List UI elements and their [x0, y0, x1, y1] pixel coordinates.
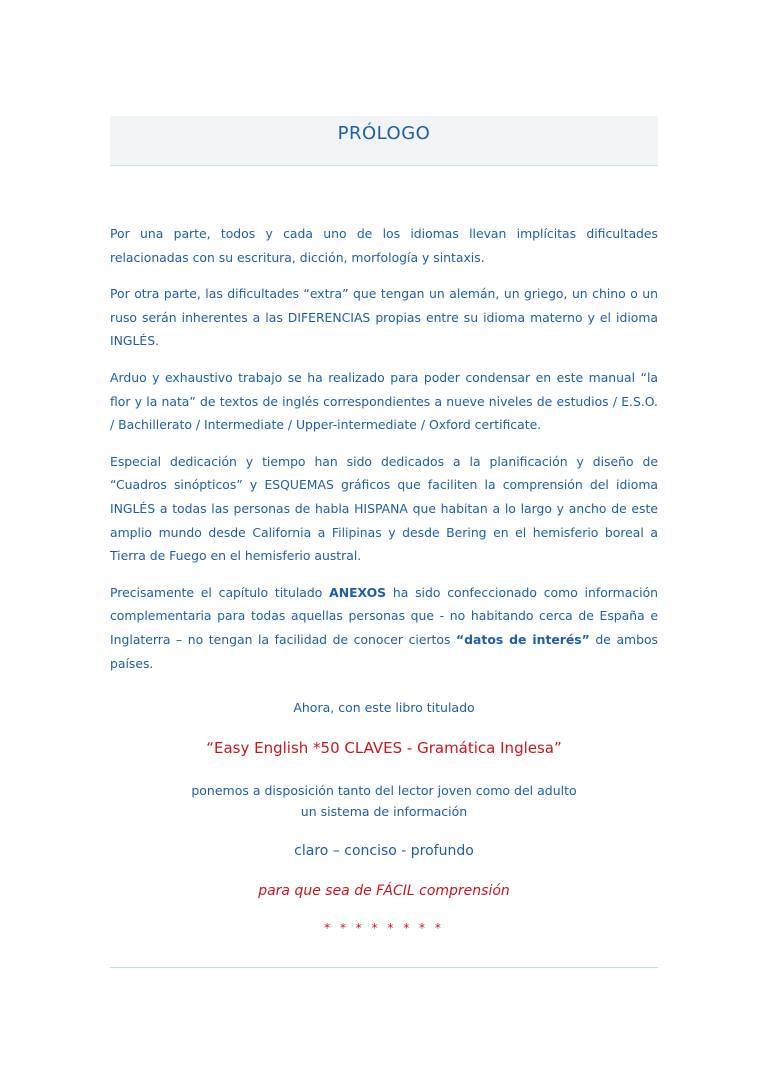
- paragraph-3: [110, 366, 658, 437]
- page-title: PRÓLOGO: [337, 123, 431, 144]
- paragraph-text: Arduo y exhaustivo trabajo se ha realizado para poder condensar en este manual “la flor y la nata” de textos de inglés correspondientes a nueve niveles de estudios / E.S.O. / Bachillerato / Intermediate / Upper-intermediate / Oxford certificate.: [110, 369, 658, 433]
- paragraph-text: de ambos países.: [110, 631, 659, 671]
- paragraph-text: Por una parte, todos y cada uno de los idiomas llevan implícitas dificultades relacionadas con su escritura, dicción, morfología y sintaxis.: [110, 226, 658, 265]
- paragraph-5: [110, 581, 658, 675]
- paragraph-text: Por otra parte, las dificultades “extra” que tengan un alemán, un griego, un chino o un ruso serán inherentes a las DIFERENCIAS propias entre su idioma materno y el idioma INGLÉS.: [110, 286, 658, 349]
- offer-line-1: ponemos a disposición tanto del lector joven como del adulto: [191, 783, 577, 798]
- paragraph-text: Precisamente el capítulo titulado: [110, 584, 330, 600]
- stars-divider: * * * * * * * *: [324, 921, 444, 935]
- prologue-body: [110, 222, 658, 688]
- paragraph-text: Especial dedicación y tiempo han sido dedicados a la planificación y diseño de “Cuadros sinópticos” y ESQUEMAS gráficos que faciliten la comprensión del idioma INGLÉS a todas las personas de habla HISPANA que habitan a lo largo y ancho de este amplio mundo desde California a Filipinas y desde Bering en el hemisferio boreal a Tierra de Fuego en el hemisferio austral.: [110, 453, 658, 564]
- title-band: [110, 116, 658, 166]
- footer-rule: [110, 967, 658, 968]
- paragraph-text: ha sido confeccionado como información complementaria para todas aquellas personas que - no habitando cerca de España e Inglaterra – no tengan la facilidad de conocer ciertos: [110, 584, 659, 647]
- bold-text: “datos de interés”: [456, 631, 590, 647]
- book-title: “Easy English *50 CLAVES - Gramática Inglesa”: [206, 739, 562, 757]
- paragraph-4: [110, 450, 658, 568]
- paragraph-2: [110, 282, 658, 353]
- closing-block: [110, 697, 658, 937]
- offer-line-2: un sistema de información: [300, 804, 468, 819]
- bold-text: ANEXOS: [329, 584, 387, 600]
- closing-intro: Ahora, con este libro titulado: [293, 700, 475, 715]
- tagline: para que sea de FÁCIL comprensión: [258, 883, 510, 899]
- paragraph-1: [110, 222, 658, 269]
- motto: claro – conciso - profundo: [294, 843, 474, 859]
